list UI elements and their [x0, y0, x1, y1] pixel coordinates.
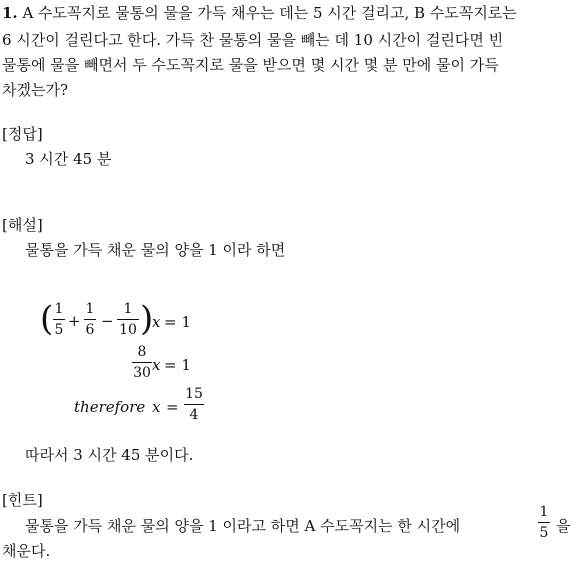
problem-number: 1.	[2, 4, 18, 22]
eq3-equals: =	[166, 398, 179, 416]
fraction-8-30: $\frac{8}{30}$	[133, 344, 151, 381]
right-paren: )	[140, 299, 154, 339]
eq2-variable: x	[152, 356, 161, 374]
fraction-1-10: $\frac{1}{10}$	[117, 302, 139, 337]
hint-after-text: 을	[556, 517, 571, 535]
eq3-variable: x	[152, 398, 161, 416]
problem-line-4: 차겠는가?	[2, 81, 69, 99]
eq1-variable: x	[152, 313, 161, 331]
hint-line-2: 채운다.	[2, 542, 51, 560]
fraction-1-5: $\frac{1}{5}$	[54, 301, 64, 338]
problem-line-2: 6 시간이 걸린다고 한다. 가득 찬 물통의 물을 빼는 데 10 시간이 걸린다면 빈	[2, 31, 504, 49]
answer-text: 3 시간 45 분	[25, 150, 112, 168]
minus-sign: −	[101, 312, 114, 330]
hint-fraction-1-5: $\frac{1}{5}$	[539, 504, 549, 541]
therefore-word: therefore	[74, 398, 146, 416]
problem-text-1: A 수도꼭지로 물통의 물을 가득 채우는 데는 5 시간 걸리고, B 수도꼭지로는	[22, 4, 517, 22]
eq1-rhs: = 1	[164, 313, 191, 331]
answer-heading: [정답]	[2, 125, 43, 143]
fraction-1-6: $\frac{1}{6}$	[85, 301, 95, 338]
explanation-conclusion: 따라서 3 시간 45 분이다.	[25, 446, 194, 464]
left-paren: (	[40, 299, 54, 339]
explanation-heading: [해설]	[2, 216, 43, 234]
hint-line-1: 물통을 가득 채운 물의 양을 1 이라고 하면 A 수도꼭지는 한 시간에	[25, 517, 461, 535]
plus-sign: +	[68, 312, 81, 330]
problem-line-3: 물통에 물을 빼면서 두 수도꼭지로 물을 받으면 몇 시간 몇 분 만에 물이 가득	[2, 56, 499, 74]
explanation-intro: 물통을 가득 채운 물의 양을 1 이라 하면	[25, 241, 286, 259]
hint-heading: [힌트]	[2, 491, 43, 509]
problem-line-1	[2, 2, 517, 23]
eq2-rhs: = 1	[164, 356, 191, 374]
fraction-15-4: $\frac{15}{4}$	[185, 386, 203, 423]
